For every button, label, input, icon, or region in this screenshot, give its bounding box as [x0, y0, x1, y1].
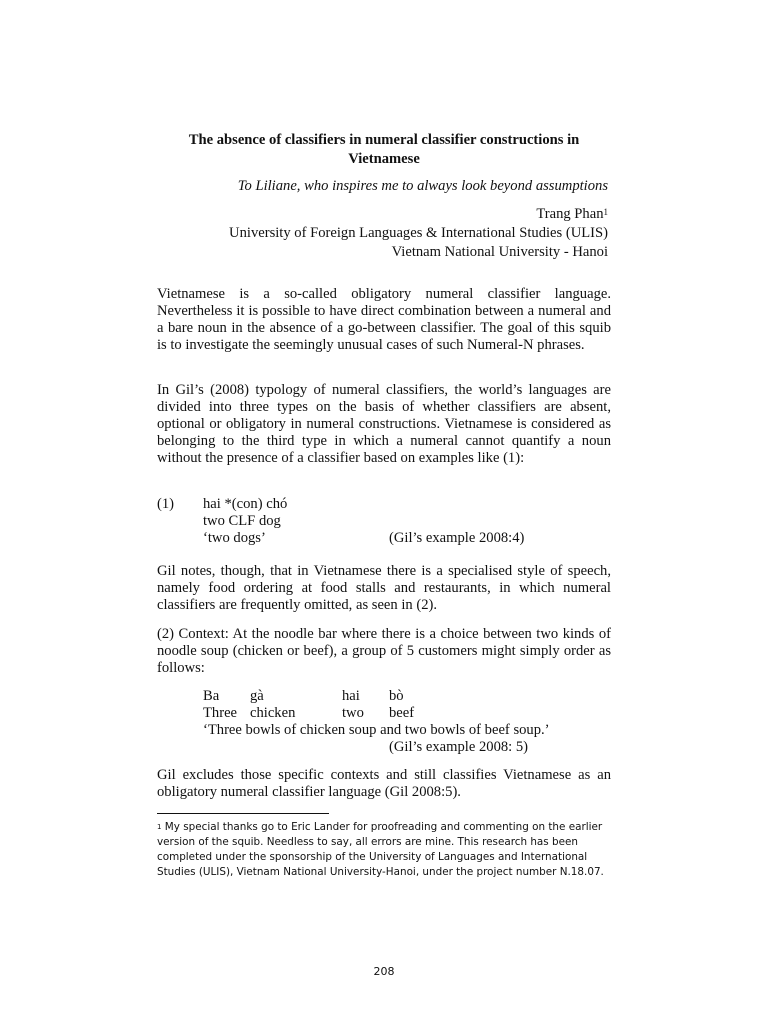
paragraph-intro: Vietnamese is a so-called obligatory numeral classifier language. Nevertheless it is possible to have direct combination between a numeral and a bare noun in the absence of a go-between classifier. The goal of this squib is to investigate the seemingly unusual cases of such Numeral-N phrases.	[157, 286, 611, 353]
footnote-divider	[157, 813, 329, 814]
author-name-line	[160, 205, 608, 224]
footnote	[157, 820, 615, 880]
author-block	[160, 205, 608, 262]
author-affiliation: University of Foreign Languages & International Studies (ULIS)	[229, 225, 608, 241]
paragraph-food-ordering: Gil notes, though, that in Vietnamese there is a specialised style of speech, namely food ordering at food stalls and restaurants, in which numeral classifiers are frequently omitted, as seen in (2).	[157, 563, 611, 613]
example-2-word-vn: bò	[389, 688, 404, 704]
dedication: To Liliane, who inspires me to always look beyond assumptions	[237, 178, 608, 194]
example-2-word-vn: Ba	[203, 688, 220, 704]
example-2-word-vn: gà	[250, 688, 264, 704]
page-number: 208	[373, 965, 395, 978]
footnote-mark: 1	[157, 823, 162, 831]
example-2-word-en: beef	[389, 705, 415, 721]
author-university: Vietnam National University - Hanoi	[391, 244, 608, 260]
example-2-word-en: chicken	[250, 705, 296, 721]
author-name: Trang Phan	[536, 206, 604, 222]
paragraph-conclusion: Gil excludes those specific contexts and still classifies Vietnamese as an obligatory numeral classifier language (Gil 2008:5).	[157, 767, 611, 800]
example-1-number: (1)	[157, 496, 175, 512]
paragraph-context: (2) Context: At the noodle bar where there is a choice between two kinds of noodle soup (chicken or beef), a group of 5 customers might simply order as follows:	[157, 626, 611, 676]
author-footnote-mark: 1	[603, 207, 608, 217]
example-1-gloss: two CLF dog	[203, 513, 281, 529]
paragraph-typology: In Gil’s (2008) typology of numeral classifiers, the world’s languages are divided into three types on the basis of whether classifiers are absent, optional or obligatory in numeral constructions. Vietnamese is considered as belonging to the third type in which a numeral cannot quantify a noun without the presence of a classifier based on examples like (1):	[157, 382, 611, 466]
example-1-source: (Gil’s example 2008:4)	[389, 530, 525, 546]
example-2-word-vn: hai	[342, 688, 360, 704]
example-2-word-en: two	[342, 705, 364, 721]
paper-title: The absence of classifiers in numeral classifier constructions in Vietnamese	[188, 132, 580, 167]
example-2-translation: ‘Three bowls of chicken soup and two bowls of beef soup.’	[203, 722, 550, 738]
example-2-source: (Gil’s example 2008: 5)	[389, 739, 529, 755]
example-1-translation: ‘two dogs’	[203, 530, 266, 546]
example-1-vietnamese: hai *(con) chó	[203, 496, 288, 512]
footnote-text: My special thanks go to Eric Lander for proofreading and commenting on the earlier version of the squib. Needless to say, all errors are mine. This research has been completed under the sponsorship of the University of Languages and International Studies (ULIS), Vietnam National University-Hanoi, under the project number N.18.07.	[157, 821, 604, 878]
example-2-word-en: Three	[203, 705, 238, 721]
